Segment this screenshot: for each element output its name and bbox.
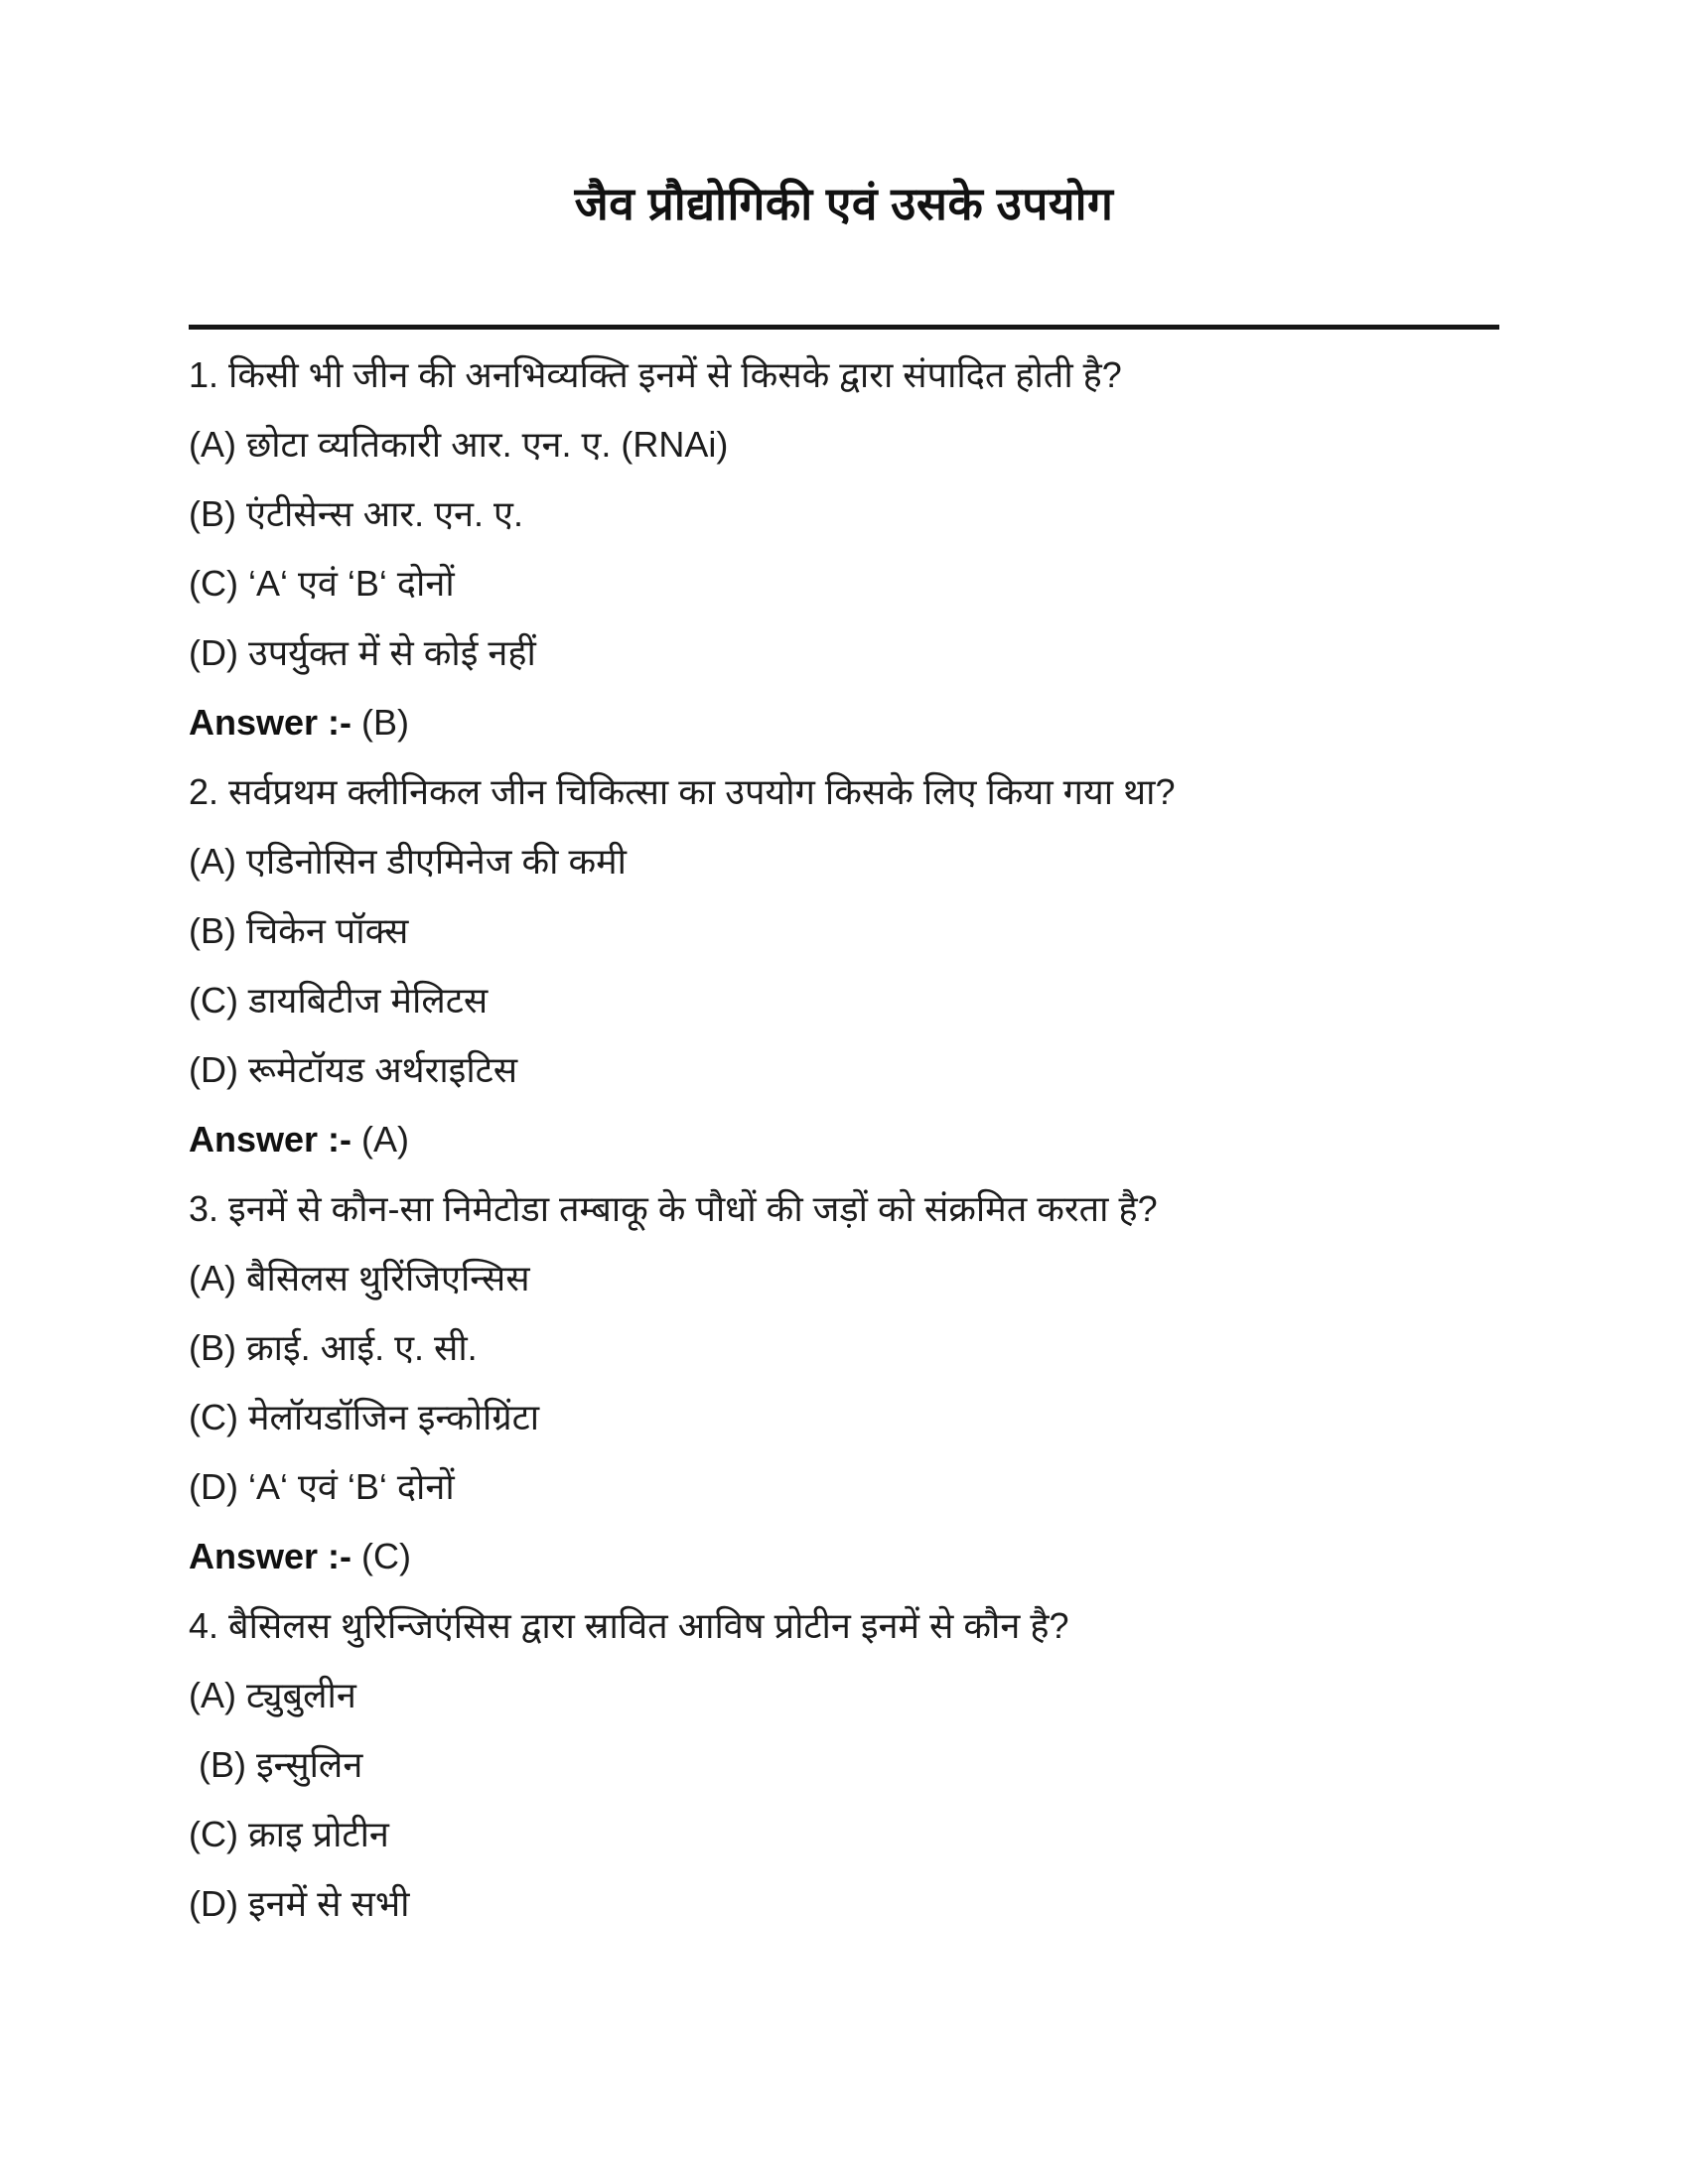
question-1-option-c: (C) ‘A‘ एवं ‘B‘ दोनों [189, 563, 455, 604]
space [352, 1536, 361, 1576]
question-4-option-a: (A) ट्युबुलीन [189, 1675, 356, 1715]
question-1-text: 1. किसी भी जीन की अनभिव्यक्ति इनमें से किसके द्वारा संपादित होती है? [189, 354, 1122, 395]
question-3-text: 3. इनमें से कौन-सा निमेटोडा तम्बाकू के पौधों की जड़ों को संक्रमित करता है? [189, 1188, 1158, 1229]
space [352, 702, 361, 743]
question-2-option-a: (A) एडिनोसिन डीएमिनेज की कमी [189, 841, 627, 882]
answer-value: (A) [361, 1119, 410, 1160]
question-1-option-a: (A) छोटा व्यतिकारी आर. एन. ए. (RNAi) [189, 424, 729, 465]
question-2-option-d: (D) रूमेटॉयड अर्थराइटिस [189, 1049, 518, 1090]
question-3-answer-line [189, 1535, 1499, 1578]
question-2-option-b: (B) चिकेन पॉक्स [189, 910, 409, 951]
question-4-text: 4. बैसिलस थुरिन्जिएंसिस द्वारा स्रावित आविष प्रोटीन इनमें से कौन है? [189, 1605, 1069, 1646]
page-title: जैव प्रौद्योगिकी एवं उसके उपयोग [574, 178, 1114, 229]
answer-label: Answer :- [189, 1119, 352, 1160]
question-2-answer-line [189, 1118, 1499, 1161]
answer-value: (C) [361, 1536, 412, 1576]
question-2-text: 2. सर्वप्रथम क्लीनिकल जीन चिकित्सा का उपयोग किसके लिए किया गया था? [189, 771, 1176, 812]
question-4-option-d: (D) इनमें से सभी [189, 1883, 410, 1924]
question-1-answer-line [189, 701, 1499, 745]
title-divider [189, 325, 1499, 330]
question-2-option-c: (C) डायबिटीज मेलिटस [189, 980, 489, 1021]
question-3-option-d: (D) ‘A‘ एवं ‘B‘ दोनों [189, 1466, 455, 1507]
answer-label: Answer :- [189, 1536, 352, 1576]
answer-label: Answer :- [189, 702, 352, 743]
space [352, 1119, 361, 1160]
question-4-option-c: (C) क्राइ प्रोटीन [189, 1814, 389, 1854]
answer-value: (B) [361, 702, 410, 743]
quiz-content [189, 353, 1499, 1926]
question-3-option-c: (C) मेलॉयडॉजिन इन्कोग्रिंटा [189, 1397, 540, 1437]
question-1-option-b: (B) एंटीसेन्स आर. एन. ए. [189, 493, 523, 534]
question-3-option-a: (A) बैसिलस थुरिंजिएन्सिस [189, 1258, 530, 1298]
question-1-option-d: (D) उपर्युक्त में से कोई नहीं [189, 632, 536, 673]
question-3-option-b: (B) क्राई. आई. ए. सी. [189, 1327, 478, 1368]
question-4-option-b: (B) इन्सुलिन [189, 1744, 363, 1785]
